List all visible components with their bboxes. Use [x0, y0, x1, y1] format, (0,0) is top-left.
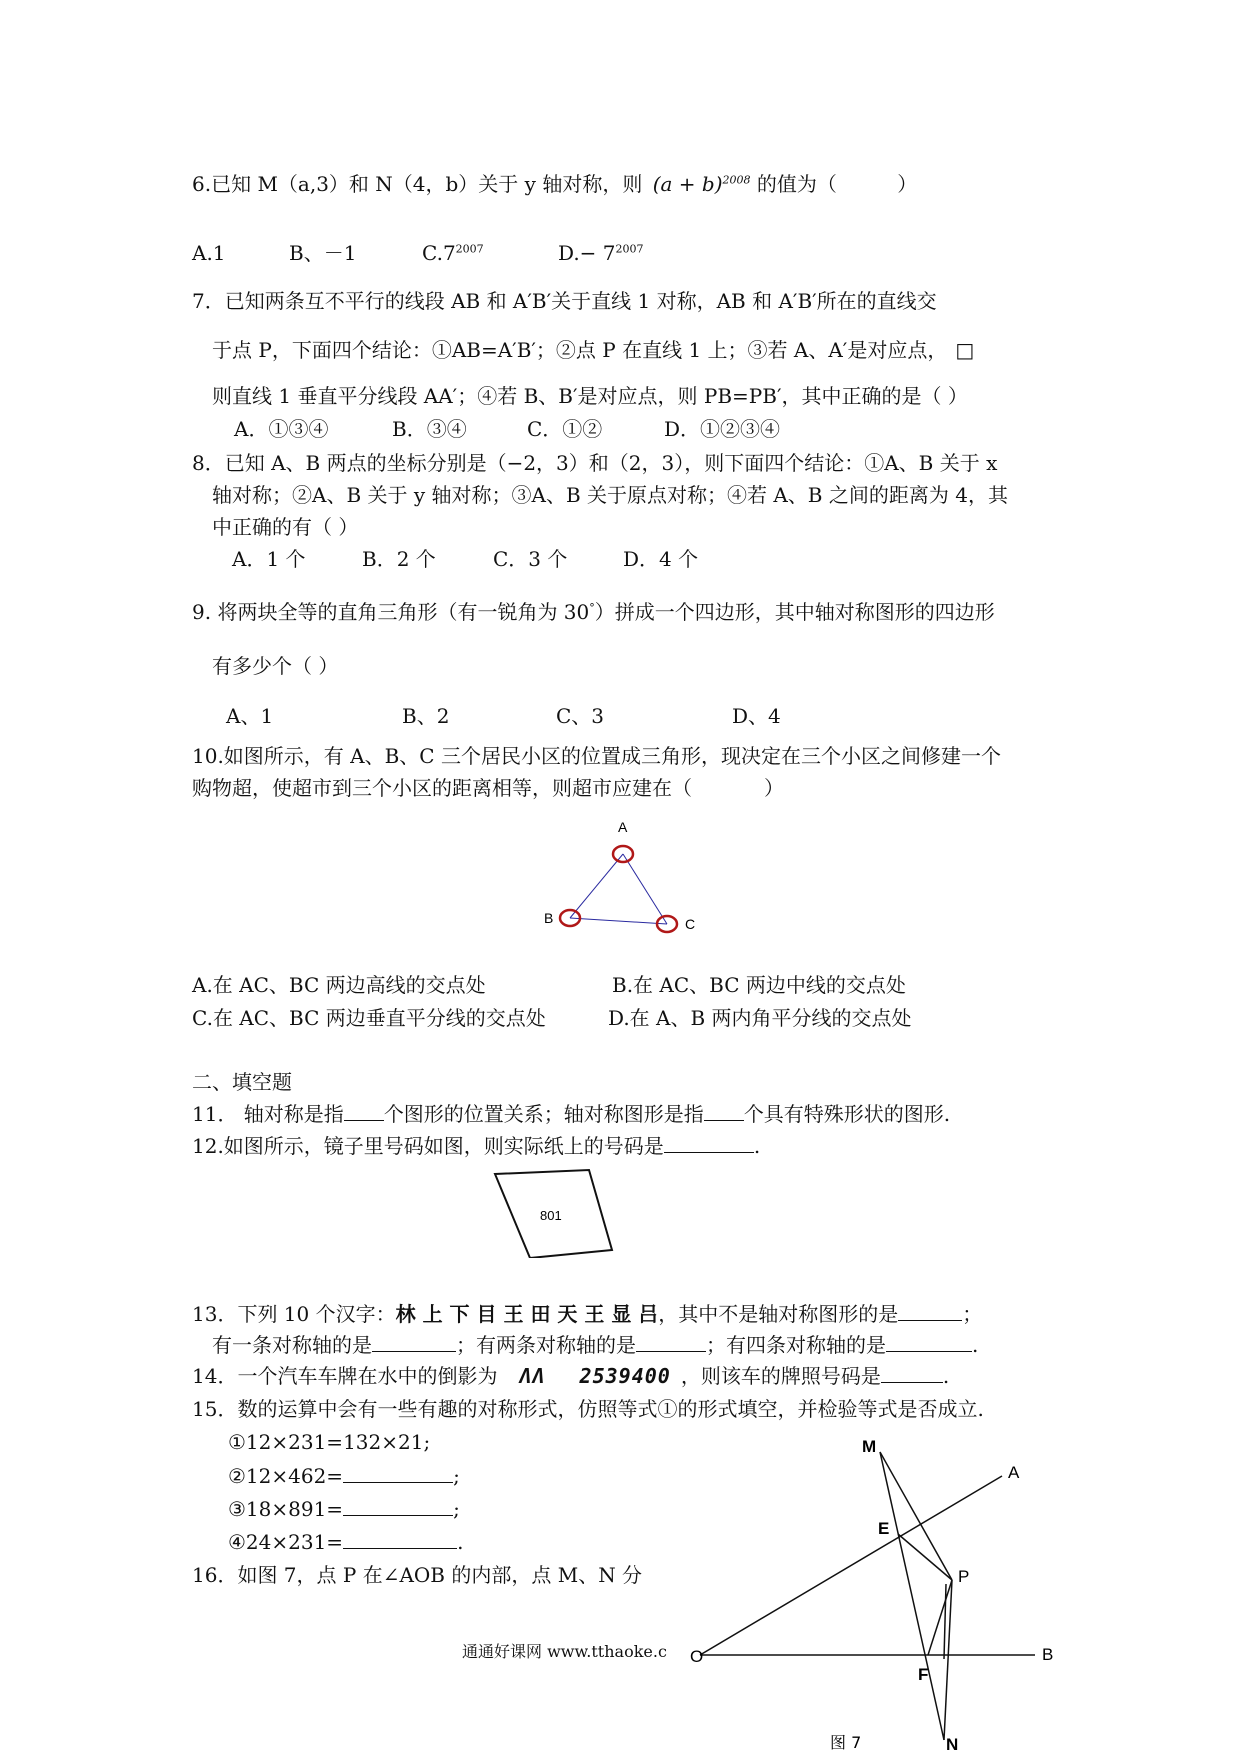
q6-stem — [192, 172, 917, 196]
q14-plate-reflection — [519, 1364, 670, 1388]
q6-option-d — [558, 241, 644, 265]
q15-eq4-end: . — [457, 1530, 464, 1554]
q7-option-b: B．③④ — [392, 417, 467, 441]
q8-option-d: D．4 个 — [623, 547, 699, 571]
q11-line — [192, 1102, 950, 1126]
q11-blank-1[interactable] — [344, 1104, 384, 1121]
q13-line2-a: 有一条对称轴的是 — [212, 1333, 372, 1357]
q9-line1-b: ）拼成一个四边形，其中轴对称图形的四边形 — [594, 600, 995, 624]
q9-option-b: B、2 — [402, 704, 450, 728]
q6-stem-c: ） — [897, 172, 918, 196]
q6-expression-base: (a + b) — [652, 172, 723, 196]
q15-blank-4[interactable] — [343, 1532, 457, 1549]
q10-option-c: C.在 AC、BC 两边垂直平分线的交点处 — [192, 1006, 546, 1030]
q12-text: 12.如图所示，镜子里号码如图，则实际纸上的号码是 — [192, 1134, 664, 1158]
q13-line2-end: . — [972, 1333, 979, 1357]
point-n-label: N — [946, 1735, 959, 1754]
q14-part2: ，则该车的牌照号码是 — [680, 1364, 881, 1388]
q14-part1: 14．一个汽车车牌在水中的倒影为 — [192, 1364, 498, 1388]
q14-plate-part-b: 2539400 — [579, 1364, 671, 1388]
triangle-diagram — [530, 816, 770, 936]
mirror-number: 801 — [540, 1208, 562, 1223]
q6-option-d-exponent: 2007 — [615, 242, 644, 256]
section-title: 二、填空题 — [192, 1070, 292, 1094]
q10-line2-text: 购物超，使超市到三个小区的距离相等，则超市应建在（ — [192, 776, 692, 800]
q13-part1: 13．下列 10 个汉字： — [192, 1302, 396, 1326]
q15-line1: 15．数的运算中会有一些有趣的对称形式，仿照等式①的形式填空，并检验等式是否成立. — [192, 1397, 984, 1421]
q6-stem-a: 6.已知 M（a,3）和 N（4，b）关于 y 轴对称，则 — [192, 172, 643, 196]
q7-line2-missing-glyph: □ — [955, 338, 975, 362]
point-m-label: M — [862, 1437, 877, 1456]
q9-line1 — [192, 600, 995, 624]
q15-eq3-end: ; — [453, 1497, 460, 1521]
q6-option-c-exponent: 2007 — [455, 242, 484, 256]
q15-equation-1: ①12×231=132×21; — [228, 1430, 431, 1454]
q15-eq2-end: ; — [453, 1464, 460, 1488]
q13-part2-end: ； — [962, 1302, 983, 1326]
mirror-diagram — [492, 1168, 622, 1258]
q7-option-a: A．①③④ — [234, 417, 329, 441]
ray-oa — [700, 1476, 1002, 1655]
segment-mp — [880, 1452, 952, 1580]
q15-eq2-text: ②12×462= — [228, 1464, 344, 1488]
triangle-side-ac — [623, 854, 667, 924]
point-o-label: O — [690, 1647, 704, 1666]
triangle-side-bc — [570, 918, 667, 924]
q13-line2 — [212, 1333, 978, 1357]
q7-line2 — [212, 338, 974, 362]
angle-aob-diagram — [690, 1434, 1090, 1754]
q13-blank-2[interactable] — [372, 1335, 456, 1352]
q7-option-d: D．①②③④ — [664, 417, 781, 441]
q13-line1 — [192, 1302, 982, 1326]
q9-option-c: C、3 — [556, 704, 605, 728]
q9-option-a: A、1 — [226, 704, 274, 728]
q13-line2-c: ；有四条对称轴的是 — [706, 1333, 886, 1357]
vertex-b-label: B — [544, 910, 554, 926]
q12-line — [192, 1134, 760, 1158]
q8-option-c: C．3 个 — [493, 547, 568, 571]
q13-part2: ，其中不是轴对称图形的是 — [658, 1302, 899, 1326]
q12-blank[interactable] — [664, 1136, 754, 1153]
q15-eq4-text: ④24×231= — [228, 1530, 344, 1554]
q6-expression — [653, 172, 751, 196]
q15-equation-4 — [228, 1530, 463, 1554]
q7-line2-text: 于点 P，下面四个结论：①AB=A′B′；②点 P 在直线 1 上；③若 A、A′是对应点， — [212, 338, 948, 362]
q12-end: . — [753, 1134, 761, 1158]
q6-option-d-base: D.− 7 — [558, 241, 616, 265]
q8-option-a: A．1 个 — [232, 547, 306, 571]
q9-degree-mark: ° — [589, 601, 595, 615]
q14-end: . — [942, 1364, 950, 1388]
q9-line2: 有多少个（ ） — [212, 654, 339, 678]
q7-option-c: C．①② — [527, 417, 603, 441]
q8-option-b: B．2 个 — [362, 547, 436, 571]
q15-equation-3 — [228, 1497, 460, 1521]
footer-watermark: 通通好课网 www.tthaoke.c — [462, 1642, 667, 1661]
q15-blank-2[interactable] — [343, 1466, 453, 1483]
q10-line2-end: ） — [764, 776, 784, 800]
point-e-label: E — [878, 1519, 890, 1538]
q6-option-a: A.1 — [192, 241, 226, 265]
vertex-a-label: A — [618, 819, 628, 835]
q11-part1: 11． 轴对称是指 — [192, 1102, 344, 1126]
vertex-c-label: C — [685, 916, 696, 932]
figure-caption: 图 7 — [830, 1733, 862, 1752]
q6-stem-b: 的值为（ — [756, 172, 837, 196]
q15-eq3-text: ③18×891= — [228, 1497, 344, 1521]
q14-plate-part-a: ΛΛ — [519, 1364, 546, 1388]
q6-option-c — [422, 241, 484, 265]
q7-line3: 则直线 1 垂直平分线段 AA′；④若 B、B′是对应点，则 PB=PB′，其中正确的是（ ） — [212, 384, 968, 408]
q7-line1: 7．已知两条互不平行的线段 AB 和 A′B′关于直线 1 对称，AB 和 A′B′所在的直线交 — [192, 289, 937, 313]
q11-part2: 个图形的位置关系；轴对称图形是指 — [383, 1102, 704, 1126]
q16-line1: 16．如图 7，点 P 在∠AOB 的内部，点 M、N 分 — [192, 1563, 643, 1587]
q13-blank-1[interactable] — [898, 1304, 962, 1321]
segment-mn — [880, 1452, 944, 1740]
segment-pf-vertical — [944, 1584, 946, 1659]
q10-option-d: D.在 A、B 两内角平分线的交点处 — [608, 1006, 912, 1030]
q11-blank-2[interactable] — [704, 1104, 744, 1121]
point-b-label: B — [1042, 1645, 1054, 1664]
q13-characters: 林 上 下 目 王 田 天 王 显 吕 — [395, 1302, 659, 1326]
q8-line2: 轴对称；②A、B 关于 y 轴对称；③A、B 关于原点对称；④若 A、B 之间的距离为 4，其 — [212, 483, 1008, 507]
q13-blank-4[interactable] — [886, 1335, 972, 1352]
point-f-label: F — [918, 1665, 929, 1684]
q13-line2-b: ；有两条对称轴的是 — [456, 1333, 636, 1357]
triangle-side-ab — [570, 854, 623, 918]
q14-blank[interactable] — [881, 1366, 943, 1383]
q10-line1: 10.如图所示，有 A、B、C 三个居民小区的位置成三角形，现决定在三个小区之间修建一个 — [192, 744, 1001, 768]
q6-expression-exponent: 2008 — [722, 173, 751, 187]
q6-option-b: B、－1 — [289, 241, 357, 265]
q11-part3: 个具有特殊形状的图形. — [743, 1102, 951, 1126]
q8-line1: 8．已知 A、B 两点的坐标分别是（−2，3）和（2，3），则下面四个结论：①A、B 关于 x — [192, 451, 998, 475]
point-p-label: P — [958, 1567, 970, 1586]
q14-line — [192, 1364, 949, 1388]
q10-option-b: B.在 AC、BC 两边中线的交点处 — [612, 973, 906, 997]
q8-line3: 中正确的有（ ） — [212, 515, 359, 539]
q13-blank-3[interactable] — [636, 1335, 706, 1352]
q9-line1-a: 9. 将两块全等的直角三角形（有一锐角为 30 — [192, 600, 590, 624]
q15-equation-2 — [228, 1464, 460, 1488]
q9-option-d: D、4 — [732, 704, 781, 728]
q15-blank-3[interactable] — [343, 1499, 453, 1516]
point-a-label: A — [1008, 1463, 1020, 1482]
q6-option-c-base: C.7 — [422, 241, 456, 265]
q10-option-a: A.在 AC、BC 两边高线的交点处 — [192, 973, 486, 997]
segment-ep — [898, 1534, 952, 1580]
q10-line2 — [192, 776, 784, 800]
